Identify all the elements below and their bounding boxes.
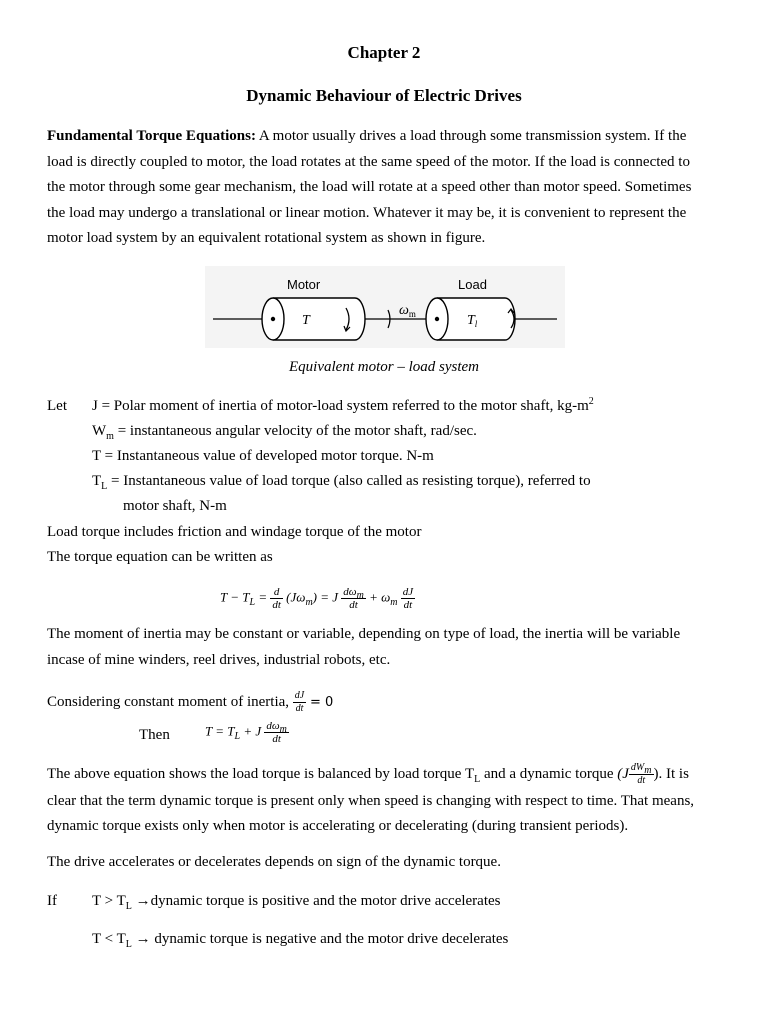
inertia-line: The moment of inertia may be constant or variable, depending on type of load, the inertia will be variable <box>47 626 681 642</box>
definition-tl-continued: motor shaft, N-m <box>123 498 227 514</box>
definition-j: J = Polar moment of inertia of motor-load system referred to the motor shaft, $kg-m^2$ <box>92 396 594 414</box>
if-label: If <box>47 893 57 909</box>
intro-line: the load may undergo a translational or linear motion. Whatever it may be, it is convenient to represent the <box>47 204 687 221</box>
balance-line-2: clear that the term dynamic torque is present only when speed is changing with respect to time. That means, <box>47 793 695 809</box>
load-torque-note: Load torque includes friction and windage torque of the motor <box>47 524 422 540</box>
section-heading: Fundamental Torque Equations: <box>47 128 256 144</box>
intro-line: motor load system by an equivalent rotational system as shown in figure. <box>47 230 486 246</box>
case-decelerate: $T < T_L$ → dynamic torque is negative and the motor drive decelerates <box>92 931 509 950</box>
inertia-line: incase of mine winders, reel drives, industrial robots, etc. <box>47 651 391 668</box>
definition-tl: $T_L$ = Instantaneous value of load torque (also called as resisting torque), referred to <box>92 473 591 492</box>
torque-equation: $T - T_L$ = $\frac{d}{dt}$ $(J\omega_m) = J$ $\frac{d\omega_m}{dt}$ + $\omega_m$ $\frac{dJ}{dt}$ <box>220 586 414 611</box>
motor-load-figure <box>205 266 565 348</box>
figure-caption: Equivalent motor – load system <box>289 359 479 375</box>
intro-line: the motor through some gear mechanism, the load will rotate at a speed other than motor speed. Sometimes <box>47 179 692 195</box>
balance-line-1: The above equation shows the load torque is balanced by load torque $T_L$ and a dynamic torque (J $\frac{dW_m}{dt}$ ). It is <box>47 762 689 786</box>
chapter-heading: Chapter 2 <box>347 43 421 62</box>
load-label: Load <box>458 277 487 292</box>
intro-paragraph <box>47 124 721 252</box>
omega-symbol: $\omega_m$ <box>399 303 416 319</box>
motor-label: Motor <box>287 277 321 292</box>
intro-line: load is directly coupled to motor, the load rotates at the same speed of the motor. If the load is connected to <box>47 153 690 170</box>
case-accelerate: $T > T_L$ →dynamic torque is positive and the motor drive accelerates <box>92 893 501 912</box>
torque-equation-intro: The torque equation can be written as <box>47 549 273 565</box>
definition-wm: $W_m$ = instantaneous angular velocity of the motor shaft, rad/sec. <box>92 423 477 442</box>
balance-line-3: dynamic torque exists only when motor is accelerating or decelerating (during transient periods). <box>47 818 629 834</box>
sign-note: The drive accelerates or decelerates depends on sign of the dynamic torque. <box>47 854 501 870</box>
constant-inertia-line: Considering constant moment of inertia, $\frac{dJ}{dt}$ = 0 <box>47 690 334 714</box>
motor-torque-symbol: T <box>302 313 310 328</box>
load-torque-symbol: $T_l$ <box>467 313 478 329</box>
reduced-torque-equation: $T = T_L + J$ $\frac{d\omega_m}{dt}$ <box>205 720 287 745</box>
definition-t: T = Instantaneous value of developed motor torque. N-m <box>92 448 434 464</box>
let-label: Let <box>47 398 67 414</box>
inertia-paragraph <box>47 622 721 673</box>
then-label: Then <box>139 727 170 743</box>
page-title: Dynamic Behaviour of Electric Drives <box>246 86 522 105</box>
intro-line: A motor usually drives a load through some transmission system. If the <box>258 128 687 144</box>
